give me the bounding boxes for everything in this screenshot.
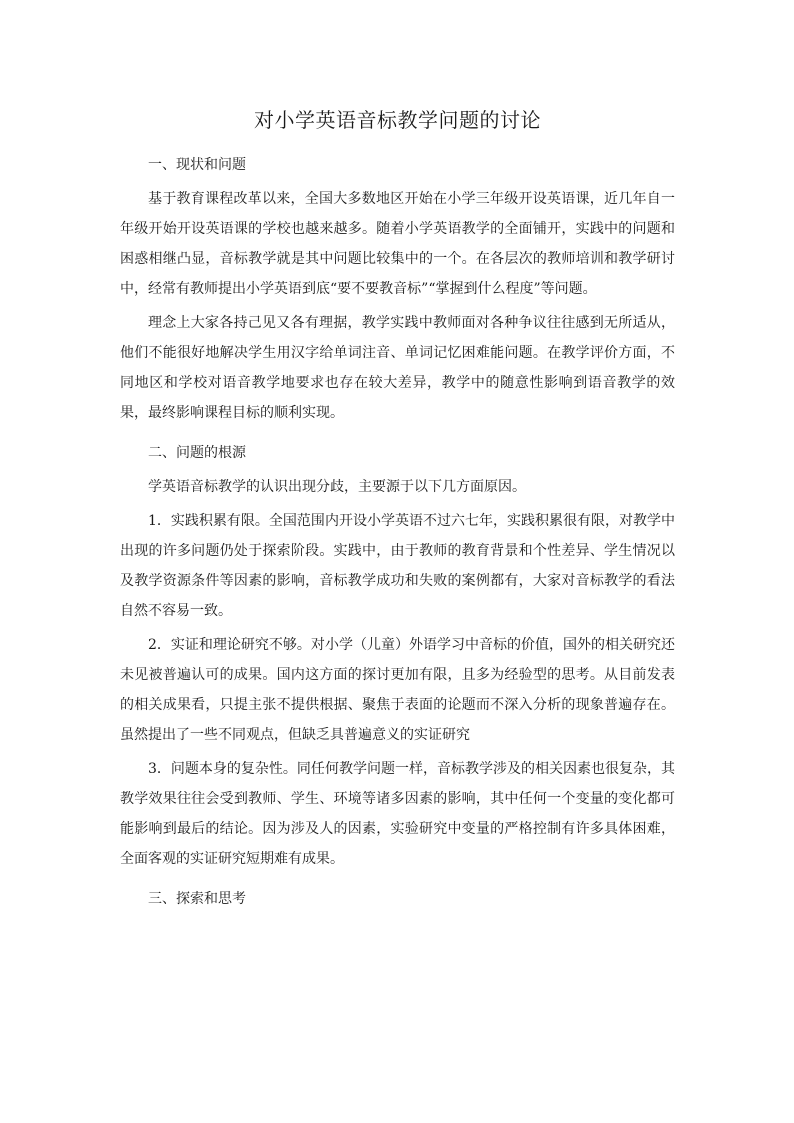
paragraph-status-2: 理念上大家各持己见又各有理据，教学实践中教师面对各种争议往往感到无所适从，他们不能很好地解决学生用汉字给单词注音、单词记忆困难能问题。在教学评价方面，不同地区和学校对语音教学地要求也存在较大差异，教学中的随意性影响到语音教学的效果，最终影响课程目标的顺利实现。: [120, 315, 675, 421]
paragraph-roots-intro: 学英语音标教学的认识出现分歧，主要源于以下几方面原因。: [148, 479, 526, 495]
document-body: [120, 100, 675, 914]
paragraph-status-1: 基于教育课程改革以来，全国大多数地区开始在小学三年级开设英语课，近几年自一年级开始开设英语课的学校也越来越多。随着小学英语教学的全面铺开，实践中的问题和困惑相继凸显，音标教学就是其中问题比较集中的一个。在各层次的教师培训和教学研讨中，经常有教师提出小学英语到底“要不要教音标”“掌握到什么程度”等问题。: [120, 191, 675, 297]
paragraph-roots-1: 1．实践积累有限。全国范围内开设小学英语不过六七年，实践积累很有限，对教学中出现的许多问题仍处于探索阶段。实践中，由于教师的教育背景和个性差异、学生情况以及教学资源条件等因素的影响，音标教学成功和失败的案例都有，大家对音标教学的看法自然不容易一致。: [120, 513, 675, 619]
section-heading-exploration: 三、探索和思考: [148, 891, 246, 907]
document-title: 对小学英语音标教学问题的讨论: [254, 108, 541, 132]
paragraph-roots-2: 2．实证和理论研究不够。对小学（儿童）外语学习中音标的价值，国外的相关研究还未见被普遍认可的成果。国内这方面的探讨更加有限，且多为经验型的思考。从目前发表的相关成果看，只提主张不提供根据、聚焦于表面的论题而不深入分析的现象普遍存在。虽然提出了一些不同观点，但缺乏具普遍意义的实证研究: [120, 637, 675, 743]
paragraph-roots-3: 3．问题本身的复杂性。同任何教学问题一样，音标教学涉及的相关因素也很复杂，其教学效果往往会受到教师、学生、环境等诸多因素的影响，其中任何一个变量的变化都可能影响到最后的结论。因为涉及人的因素，实验研究中变量的严格控制有许多具体困难，全面客观的实证研究短期难有成果。: [120, 761, 675, 867]
section-heading-status: 一、现状和问题: [148, 157, 246, 173]
section-heading-roots: 二、问题的根源: [148, 445, 246, 461]
